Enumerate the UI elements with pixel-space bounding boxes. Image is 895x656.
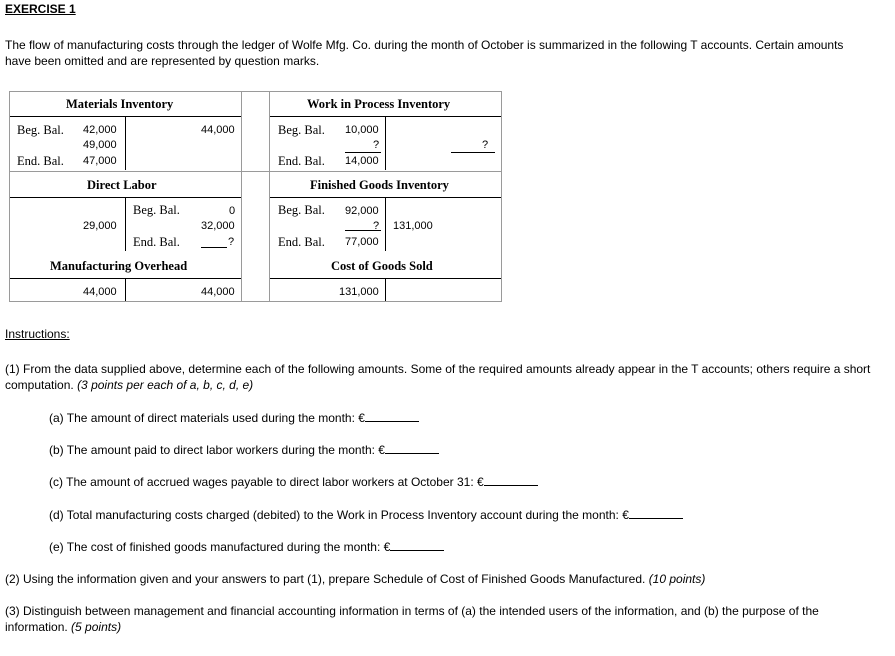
wip-end-label: End. Bal.	[278, 154, 325, 168]
item-b	[49, 442, 439, 457]
question-2-text: (2) Using the information given and your answers to part (1), prepare Schedule of Cost of Finished Goods Manufactured.	[5, 572, 646, 586]
materials-credit-value: 44,000	[201, 124, 235, 136]
fg-end-label: End. Bal.	[278, 235, 325, 249]
materials-debit-value: 49,000	[83, 139, 117, 151]
direct-labor-end-label: End. Bal.	[133, 235, 180, 249]
item-a-text: (a) The amount of direct materials used during the month: €	[49, 411, 365, 425]
overhead-debit-value: 44,000	[83, 286, 117, 298]
direct-labor-beg-value: 0	[229, 205, 236, 217]
overhead-credit-value: 44,000	[201, 286, 235, 298]
fg-inventory-title: Finished Goods Inventory	[310, 178, 449, 192]
item-c	[49, 474, 538, 489]
question-3-points: (5 points)	[71, 620, 122, 634]
materials-end-value: 47,000	[83, 155, 117, 167]
fg-credit-value: 131,000	[393, 220, 433, 232]
answer-blank-d[interactable]	[629, 507, 683, 519]
item-a	[49, 410, 419, 425]
question-2	[5, 572, 705, 586]
wip-debit-value: ?	[373, 139, 380, 151]
direct-labor-beg-label: Beg. Bal.	[133, 203, 180, 217]
direct-labor-debit-value: 29,000	[83, 220, 117, 232]
direct-labor-end-value: ?	[228, 236, 235, 248]
wip-end-value: 14,000	[345, 155, 379, 167]
question-3	[5, 603, 875, 635]
intro-paragraph: The flow of manufacturing costs through the ledger of Wolfe Mfg. Co. during the month of October is summarized in the following T accounts. Certain amounts have been omitted and are represented by question marks.	[5, 38, 844, 68]
cogs-title: Cost of Goods Sold	[331, 259, 433, 273]
wip-inventory-title: Work in Process Inventory	[307, 97, 451, 111]
overhead-title: Manufacturing Overhead	[50, 259, 188, 273]
fg-end-value: 77,000	[345, 236, 379, 248]
fg-beg-value: 92,000	[345, 205, 379, 217]
materials-beg-value: 42,000	[83, 124, 117, 136]
item-e	[49, 539, 444, 554]
answer-blank-a[interactable]	[365, 410, 419, 422]
fg-beg-label: Beg. Bal.	[278, 203, 325, 217]
wip-beg-value: 10,000	[345, 124, 379, 136]
exercise-title: EXERCISE 1	[5, 2, 76, 16]
direct-labor-title: Direct Labor	[87, 178, 157, 192]
answer-blank-e[interactable]	[390, 539, 444, 551]
item-b-text: (b) The amount paid to direct labor workers during the month: €	[49, 443, 385, 457]
item-d	[49, 507, 683, 522]
cogs-debit-value: 131,000	[339, 286, 379, 298]
item-e-text: (e) The cost of finished goods manufactured during the month: €	[49, 540, 391, 554]
question-1	[5, 361, 875, 393]
question-1-text: (1) From the data supplied above, determine each of the following amounts. Some of the required amounts already appear in the T accounts; others require a short computation.	[5, 362, 871, 392]
question-2-points: (10 points)	[648, 572, 706, 586]
item-d-text: (d) Total manufacturing costs charged (debited) to the Work in Process Inventory account during the month: €	[49, 508, 629, 522]
wip-beg-label: Beg. Bal.	[278, 123, 325, 137]
materials-end-label: End. Bal.	[17, 154, 64, 168]
wip-credit-value: ?	[482, 139, 489, 151]
answer-blank-b[interactable]	[385, 442, 439, 454]
answer-blank-c[interactable]	[484, 474, 538, 486]
question-3-text: (3) Distinguish between management and financial accounting information in terms of (a) the intended users of the information, and (b) the purpose of the information.	[5, 604, 819, 634]
instructions-heading: Instructions:	[5, 327, 70, 341]
direct-labor-credit-value: 32,000	[201, 220, 235, 232]
item-c-text: (c) The amount of accrued wages payable to direct labor workers at October 31: €	[49, 475, 484, 489]
materials-inventory-title: Materials Inventory	[66, 97, 174, 111]
materials-beg-label: Beg. Bal.	[17, 123, 64, 137]
fg-debit-value: ?	[373, 220, 380, 232]
question-1-points: (3 points per each of a, b, c, d, e)	[77, 378, 254, 392]
